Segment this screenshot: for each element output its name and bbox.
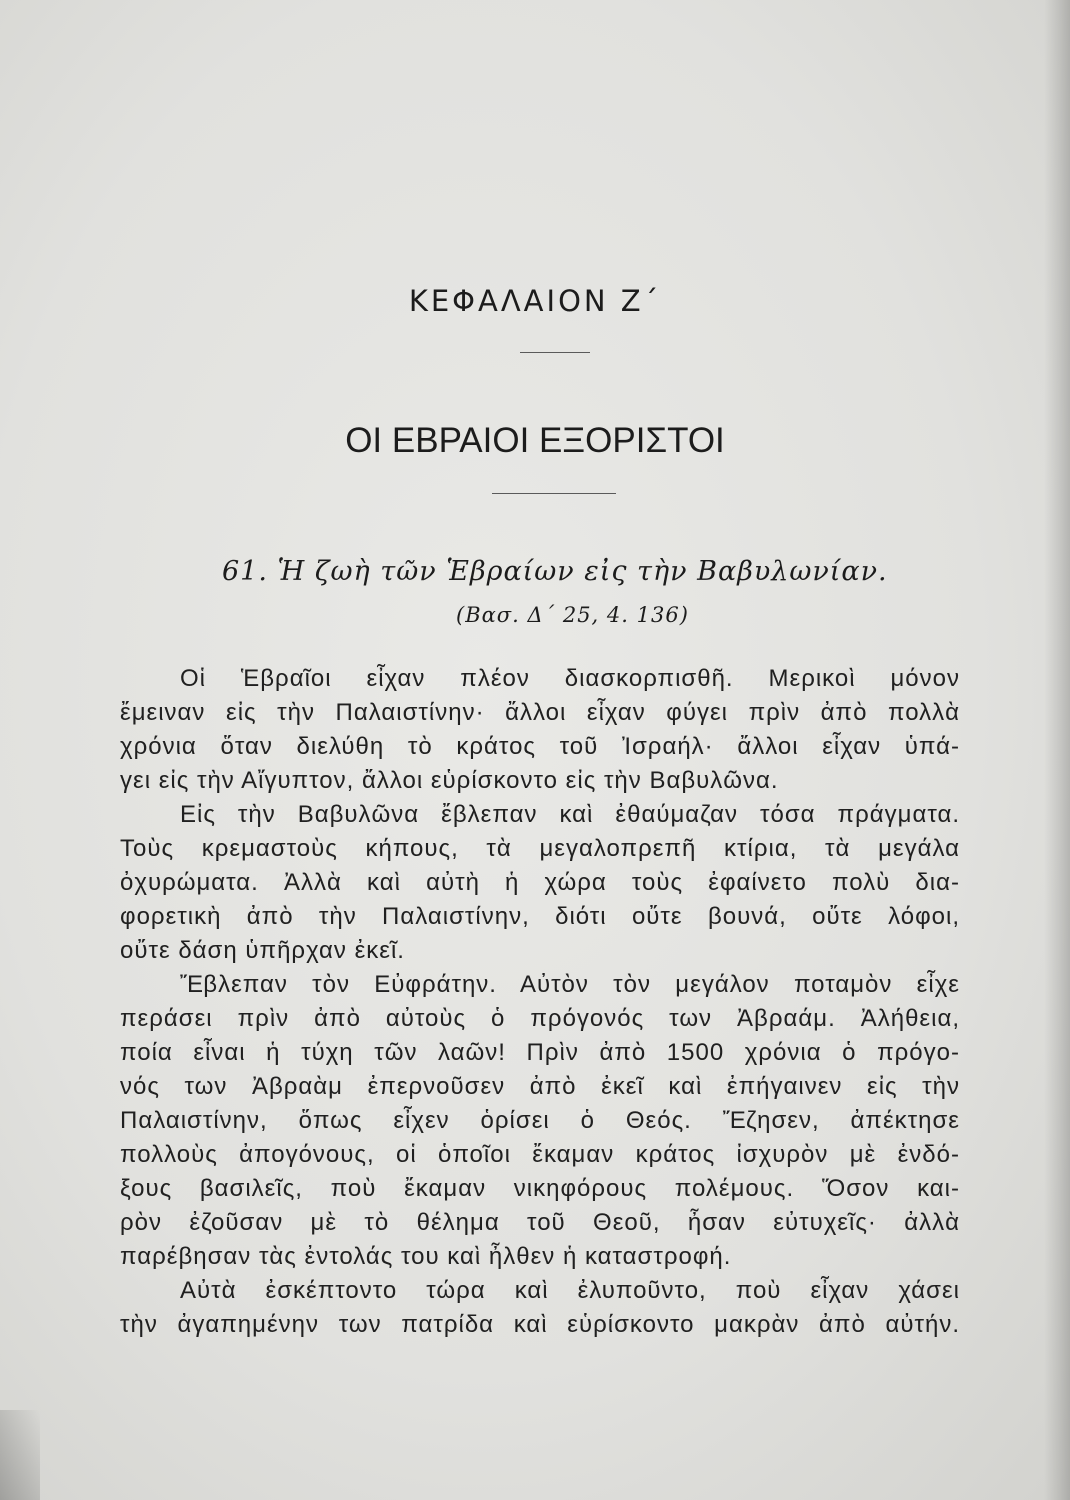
text-line: Οἱ Ἑβραῖοι εἶχαν πλέον διασκορπισθῆ. Μερικοὶ μόνον [180, 665, 960, 692]
corner-shadow [0, 1410, 40, 1500]
text-line: περάσει πρὶν ἀπὸ αὐτοὺς ὁ πρόγονός των Ἀβραάμ. Ἀλήθεια, [120, 1005, 960, 1032]
text-line: ὀχυρώματα. Ἀλλὰ καὶ αὐτὴ ἡ χώρα τοὺς ἐφαίνετο πολὺ δια- [120, 869, 960, 896]
body-text [120, 662, 960, 1342]
chapter-title: ΟΙ ΕΒΡΑΙΟΙ ΕΞΟΡΙΣΤΟΙ [345, 421, 725, 460]
text-line: ξους βασιλεῖς, ποὺ ἔκαμαν νικηφόρους πολέμους. Ὅσον και- [120, 1175, 960, 1202]
text-line: πολλοὺς ἀπογόνους, οἱ ὁποῖοι ἔκαμαν κράτος ἰσχυρὸν μὲ ἐνδό- [120, 1141, 960, 1168]
section-reference: (Βασ. Δ΄ 25, 4. 136) [456, 603, 689, 627]
text-line: Παλαιστίνην, ὅπως εἶχεν ὁρίσει ὁ Θεός. Ἔζησεν, ἀπέκτησε [120, 1107, 960, 1134]
spine-shadow [1044, 0, 1070, 1500]
text-line: Ἔβλεπαν τὸν Εὐφράτην. Αὐτὸν τὸν μεγάλον ποταμὸν εἶχε [180, 971, 960, 998]
text-line: οὔτε δάση ὑπῆρχαν ἐκεῖ. [120, 937, 405, 964]
text-line: χρόνια ὅταν διελύθη τὸ κράτος τοῦ Ἰσραήλ· ἄλλοι εἶχαν ὑπά- [120, 733, 960, 760]
text-line: ἔμειναν εἰς τὴν Παλαιστίνην· ἄλλοι εἶχαν φύγει πρὶν ἀπὸ πολλὰ [120, 699, 960, 726]
text-line: ποία εἶναι ἡ τύχη τῶν λαῶν! Πρὶν ἀπὸ 1500 χρόνια ὁ πρόγο- [120, 1039, 960, 1066]
text-line: παρέβησαν τὰς ἐντολάς του καὶ ἦλθεν ἡ καταστροφή. [120, 1243, 732, 1270]
text-line: τὴν ἀγαπημένην των πατρίδα καὶ εὑρίσκοντο μακρὰν ἀπὸ αὐτήν. [120, 1311, 960, 1338]
text-line: Αὐτὰ ἐσκέπτοντο τώρα καὶ ἐλυποῦντο, ποὺ εἶχαν χάσει [180, 1277, 960, 1304]
text-line: νός των Ἀβραὰμ ἐπερνοῦσεν ἀπὸ ἐκεῖ καὶ ἐπήγαινεν εἰς τὴν [120, 1073, 960, 1100]
text-line: φορετικὴ ἀπὸ τὴν Παλαιστίνην, διότι οὔτε βουνά, οὔτε λόφοι, [120, 903, 960, 930]
section-heading: 61. Ἡ ζωὴ τῶν Ἑβραίων εἰς τὴν Βαβυλωνίαν. [222, 556, 888, 587]
text-line: Εἰς τὴν Βαβυλῶνα ἔβλεπαν καὶ ἐθαύμαζαν τόσα πράγματα. [180, 801, 960, 828]
divider-rule [520, 352, 590, 353]
divider-rule [492, 493, 616, 494]
text-line: ρὸν ἐζοῦσαν μὲ τὸ θέλημα τοῦ Θεοῦ, ἦσαν εὐτυχεῖς· ἀλλὰ [120, 1209, 960, 1236]
text-line: γει εἰς τὴν Αἴγυπτον, ἄλλοι εὑρίσκοντο εἰς τὴν Βαβυλῶνα. [120, 767, 779, 794]
chapter-label: ΚΕΦΑΛΑΙΟΝ Ζ΄ [408, 284, 662, 318]
text-line: Τοὺς κρεμαστοὺς κήπους, τὰ μεγαλοπρεπῆ κτίρια, τὰ μεγάλα [120, 835, 960, 862]
